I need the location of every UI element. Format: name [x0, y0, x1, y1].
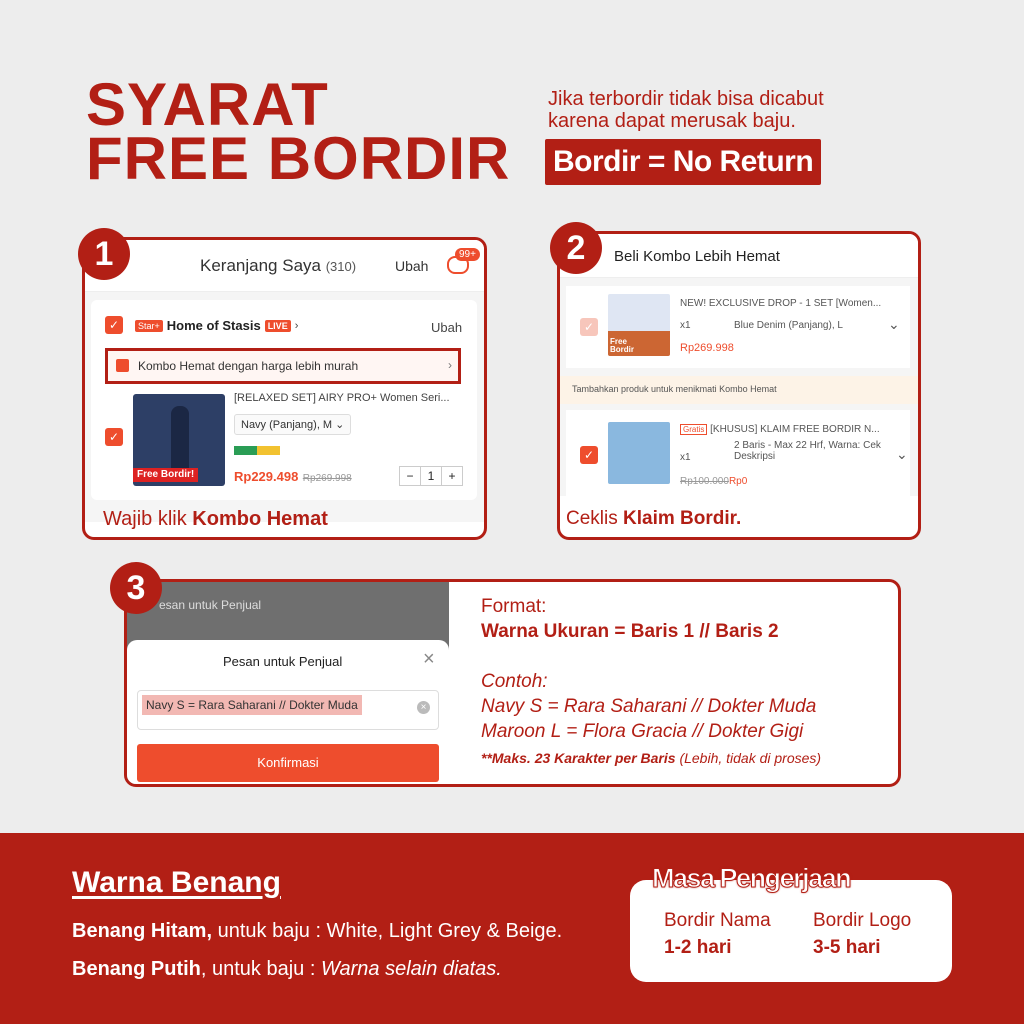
qty-value[interactable]: 1	[420, 467, 442, 485]
example-1: Navy S = Rara Saharani // Dokter Muda	[481, 696, 817, 717]
live-badge: LIVE	[265, 320, 291, 332]
title-line-2: FREE BORDIR	[86, 125, 511, 192]
item2-price: Rp0	[728, 476, 748, 487]
cart-header	[85, 240, 484, 292]
kombo-hemat-banner[interactable]	[105, 348, 461, 384]
item1-variant[interactable]: Blue Denim (Panjang), L	[734, 320, 843, 331]
qty-plus-button[interactable]: +	[448, 469, 456, 483]
list-item	[566, 286, 910, 368]
variant-select[interactable]: Navy (Panjang), M ⌄	[234, 414, 351, 435]
chevron-down-icon: ⌄	[335, 419, 345, 431]
item2-checkbox[interactable]: ✓	[580, 446, 598, 464]
dialog-title: Pesan untuk Penjual	[223, 654, 343, 669]
free-bordir-tag: Free Bordir!	[133, 468, 198, 482]
clear-icon[interactable]: ×	[417, 701, 430, 714]
warna-benang-title: Warna Benang	[72, 866, 281, 899]
item2-price-row	[680, 476, 747, 487]
warning-note	[548, 88, 928, 132]
masa-pengerjaan-title: Masa Pengerjaan	[652, 863, 851, 893]
cart-title: Keranjang Saya (310)	[200, 256, 357, 275]
kombo-list	[560, 278, 918, 496]
message-input[interactable]	[137, 690, 439, 730]
phone-screen	[127, 582, 449, 784]
item2-old-price: Rp100.000	[680, 476, 729, 487]
example-2: Maroon L = Flora Gracia // Dokter Gigi	[481, 721, 804, 742]
warning-line-2: karena dapat merusak baju.	[548, 110, 796, 132]
cart-edit-button[interactable]: Ubah	[395, 258, 429, 274]
list-item	[566, 410, 910, 496]
item2-qty: x1	[680, 452, 691, 463]
cart-list	[85, 292, 484, 522]
bordir-logo-label: Bordir Logo	[813, 910, 912, 931]
step3-frame	[124, 579, 901, 787]
chat-count-badge: 99+	[455, 248, 480, 261]
bordir-logo-value: 3-5 hari	[813, 937, 881, 958]
promo-badges	[234, 446, 280, 455]
model-figure	[171, 406, 189, 476]
close-icon[interactable]: ×	[423, 648, 435, 670]
shop-name[interactable]: Home of Stasis	[166, 318, 261, 333]
shop-checkbox[interactable]: ✓	[105, 316, 123, 334]
product-image[interactable]	[133, 394, 225, 486]
page-title	[86, 71, 511, 192]
item1-image[interactable]	[608, 294, 670, 356]
kombo-header	[560, 234, 918, 278]
warna-line-1: Benang Hitam, untuk baju : White, Light Grey & Beige.	[72, 920, 563, 942]
chevron-right-icon: ›	[294, 319, 299, 332]
bordir-nama-label: Bordir Nama	[664, 910, 771, 931]
item2-name: [KHUSUS] KLAIM FREE BORDIR N...	[710, 424, 880, 435]
step1-caption: Wajib klik Kombo Hemat	[103, 508, 328, 530]
price-row	[234, 468, 352, 486]
step3-badge: 3	[110, 562, 162, 614]
title-line-1: SYARAT	[86, 71, 329, 138]
step1-frame	[82, 237, 487, 540]
no-return-badge: Bordir = No Return	[545, 139, 821, 185]
old-price: Rp269.998	[302, 473, 352, 484]
kombo-title: Beli Kombo Lebih Hemat	[614, 248, 780, 265]
item1-qty: x1	[680, 320, 691, 331]
step1-badge: 1	[78, 228, 130, 280]
star-plus-badge: Star+	[135, 320, 163, 332]
chevron-down-icon[interactable]: ⌄	[896, 446, 908, 462]
bordir-nama-value: 1-2 hari	[664, 937, 732, 958]
item1-checkbox: ✓	[580, 318, 598, 336]
step2-badge: 2	[550, 222, 602, 274]
qty-minus-button[interactable]: −	[406, 469, 414, 483]
format-block	[481, 594, 821, 771]
kombo-text: Kombo Hemat dengan harga lebih murah	[138, 359, 359, 373]
product-checkbox[interactable]: ✓	[105, 428, 123, 446]
example-label: Contoh:	[481, 671, 548, 692]
format-label: Format:	[481, 596, 547, 617]
masa-pengerjaan-box	[630, 880, 952, 982]
shop-card	[91, 300, 477, 500]
pesan-dialog	[127, 640, 449, 787]
chevron-down-icon[interactable]: ⌄	[888, 316, 900, 332]
shop-edit-button[interactable]: Ubah	[431, 320, 463, 335]
warning-line-1: Jika terbordir tidak bisa dicabut	[548, 88, 824, 110]
quantity-stepper[interactable]	[399, 466, 463, 486]
background-row: esan untuk Penjual	[159, 598, 262, 612]
shopping-bag-icon	[116, 359, 129, 372]
item1-price: Rp269.998	[680, 342, 734, 354]
chevron-right-icon: ›	[448, 358, 452, 372]
item1-tag: Free Bordir	[610, 337, 634, 354]
item1-name[interactable]: NEW! EXCLUSIVE DROP - 1 SET [Women...	[680, 298, 882, 309]
max-note: **Maks. 23 Karakter per Baris (Lebih, tidak di proses)	[481, 750, 822, 766]
step2-caption: Ceklis Klaim Bordir.	[566, 508, 742, 529]
confirm-button[interactable]: Konfirmasi	[137, 744, 439, 782]
price: Rp229.498	[234, 469, 299, 484]
message-value: Navy S = Rara Saharani // Dokter Muda	[142, 695, 362, 715]
shop-header	[135, 318, 298, 333]
step2-frame	[557, 231, 921, 540]
item2-variant[interactable]: 2 Baris - Max 22 Hrf, Warna: Cek Deskripsi	[734, 440, 881, 462]
kombo-info-bar: Tambahkan produk untuk menikmati Kombo Hemat	[560, 376, 918, 404]
product-name[interactable]: [RELAXED SET] AIRY PRO+ Women Seri...	[234, 392, 450, 404]
gratis-badge: Gratis	[680, 424, 707, 435]
item2-title[interactable]	[680, 424, 904, 435]
item2-image[interactable]	[608, 422, 670, 484]
format-value: Warna Ukuran = Baris 1 // Baris 2	[481, 621, 779, 642]
warna-line-2: Benang Putih, untuk baju : Warna selain diatas.	[72, 958, 502, 980]
